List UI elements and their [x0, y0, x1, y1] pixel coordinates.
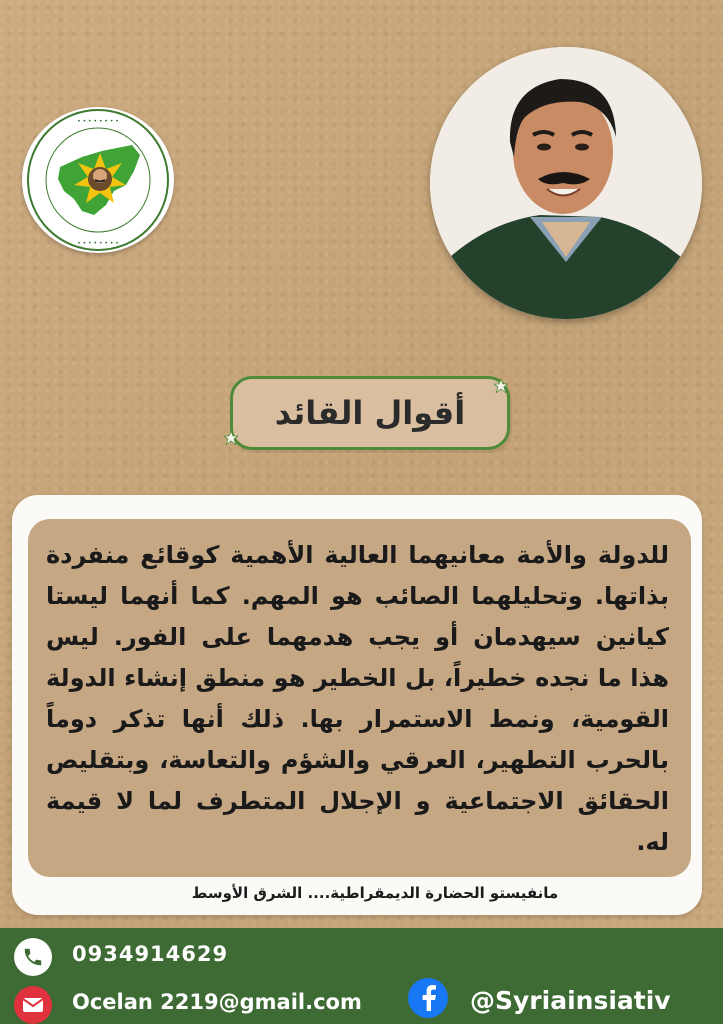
svg-text:• • • • • • • •: • • • • • • • •: [77, 118, 119, 125]
leader-portrait: [430, 47, 702, 319]
portrait-image: [430, 47, 702, 319]
email-address[interactable]: Ocelan 2219@gmail.com: [72, 990, 362, 1014]
quote-text: للدولة والأمة معانيهما العالية الأهمية كوقائع منفردة بذاتها. وتحليلهما الصائب هو المهم. كما أنهما ليستا كيانين سيهدمان أو يجب هدمهما على الفور. ليس هذا ما نجده خطيراً، بل الخطير هو منطق إنشاء الدولة القومية، ونمط الاستمرار بها. ذلك أنها تذكر دوماً بالحرب التطهير، العرقي والشؤم والتعاسة، وبتقليص الحقائق الاجتماعية و الإجلال المتطرف لما لا قيمة له.: [46, 541, 669, 856]
title-banner: [230, 376, 510, 450]
page-title: أقوال القائد: [274, 394, 466, 432]
quote-source: مانفيستو الحضارة الديمقراطية.... الشرق الأوسط: [191, 884, 559, 902]
contact-footer: [0, 928, 723, 1024]
facebook-icon[interactable]: [408, 978, 448, 1018]
phone-number[interactable]: 0934914629: [72, 942, 229, 966]
star-icon: [224, 431, 238, 445]
email-icon[interactable]: [14, 986, 52, 1024]
quote-box: [28, 519, 691, 877]
organization-logo: [22, 107, 174, 253]
logo-emblem-icon: [22, 107, 174, 253]
svg-text:• • • • • • • •: • • • • • • • •: [77, 240, 119, 247]
facebook-handle[interactable]: @Syriainsiativ: [470, 986, 671, 1015]
phone-icon[interactable]: [14, 938, 52, 976]
star-icon: [494, 379, 508, 393]
